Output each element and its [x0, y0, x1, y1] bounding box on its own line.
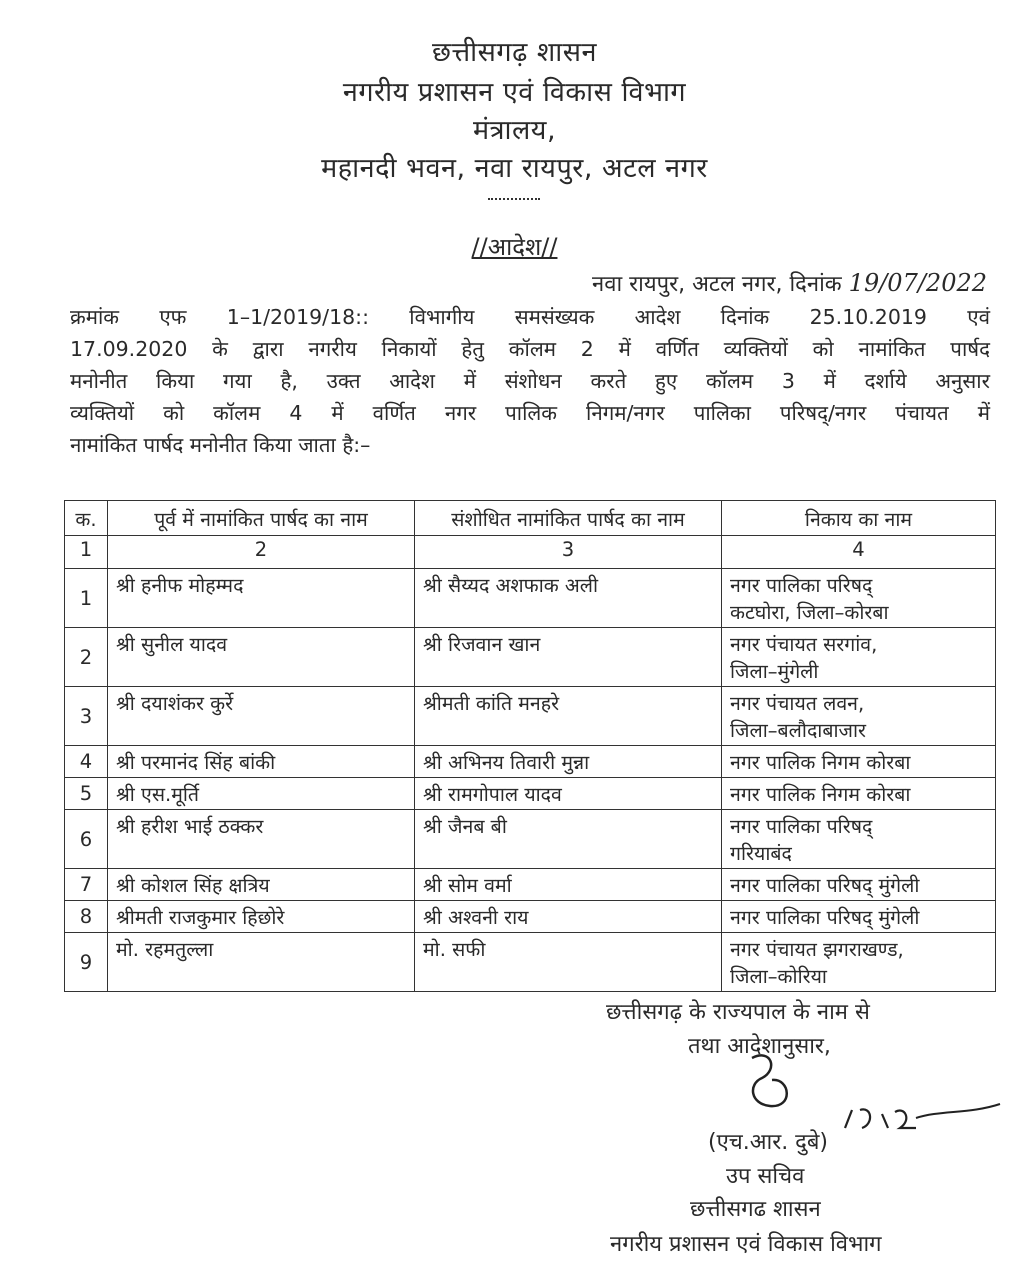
serial-cell-text: 2: [79, 645, 93, 669]
previous-councillor-cell: [108, 628, 415, 687]
table-row: [65, 569, 996, 628]
dateline: [592, 268, 987, 298]
previous-councillor-cell-text: श्री सुनील यादव: [116, 633, 228, 656]
previous-councillor-cell-text: श्री हरीश भाई ठक्कर: [116, 815, 264, 838]
serial-cell-text: 9: [79, 950, 93, 974]
signatory-org-1: छत्तीसगढ शासन: [690, 1197, 821, 1222]
previous-councillor-cell-text: श्री दयाशंकर कुर्रे: [116, 692, 234, 715]
serial-cell: [65, 628, 108, 687]
serial-cell: [65, 778, 108, 810]
previous-councillor-cell-text: श्री परमानंद सिंह बांकी: [116, 751, 276, 774]
previous-councillor-cell: [108, 933, 415, 992]
urban-body-cell-text: जिला–कोरिया: [730, 965, 827, 988]
revised-councillor-cell-text: मो. सफी: [423, 938, 486, 961]
previous-councillor-cell: [108, 569, 415, 628]
previous-councillor-cell-text: मो. रहमतुल्ला: [116, 938, 214, 961]
body-line-4: व्यक्तियों को कॉलम 4 में वर्णित नगर पालिक निगम/नगर पालिका परिषद्/नगर पंचायत में: [70, 401, 990, 425]
revised-councillor-cell-text: श्री जैनब बी: [423, 815, 507, 838]
serial-cell-text: 1: [79, 586, 93, 610]
urban-body-cell: [722, 933, 996, 992]
previous-councillor-cell: [108, 869, 415, 901]
order-title: //आदेश//: [471, 233, 558, 261]
col-header-body: निकाय का नाम: [722, 501, 996, 536]
table-index-row: [65, 536, 996, 569]
serial-cell-text: 6: [79, 827, 93, 851]
body-line-3: मनोनीत किया गया है, उक्त आदेश में संशोधन करते हुए कॉलम 3 में दर्शाये अनुसार: [70, 369, 990, 393]
urban-body-cell-text: नगर पालिक निगम कोरबा: [730, 751, 911, 774]
header-divider: [488, 198, 540, 200]
revised-councillor-cell-text: श्री रिजवान खान: [423, 633, 541, 656]
revised-councillor-cell: [415, 778, 722, 810]
previous-councillor-cell: [108, 901, 415, 933]
index-cell: 4: [722, 536, 996, 569]
serial-cell: [65, 569, 108, 628]
revised-councillor-cell: [415, 933, 722, 992]
table-body: [65, 569, 996, 992]
previous-councillor-cell-text: श्री कोशल सिंह क्षत्रिय: [116, 874, 270, 897]
serial-cell: [65, 869, 108, 901]
col-header-revised: संशोधित नामांकित पार्षद का नाम: [415, 501, 722, 536]
header-address: महानदी भवन, नवा रायपुर, अटल नगर: [321, 153, 708, 184]
body-line-2: 17.09.2020 के द्वारा नगरीय निकायों हेतु कॉलम 2 में वर्णित व्यक्तियों को नामांकित पार्षद: [70, 337, 990, 361]
previous-councillor-cell: [108, 746, 415, 778]
urban-body-cell-text: नगर पालिका परिषद्: [730, 815, 873, 838]
body-line-1: क्रमांक एफ 1–1/2019/18:: विभागीय समसंख्यक आदेश दिनांक 25.10.2019 एवं: [70, 305, 990, 329]
urban-body-cell-text: जिला–मुंगेली: [730, 660, 819, 683]
urban-body-cell-text: नगर पालिका परिषद् मुंगेली: [730, 874, 920, 897]
urban-body-cell: [722, 901, 996, 933]
index-cell: 1: [65, 536, 108, 569]
nomination-table: [64, 500, 996, 992]
table-row: [65, 933, 996, 992]
urban-body-cell-text: नगर पालिक निगम कोरबा: [730, 783, 911, 806]
previous-councillor-cell: [108, 687, 415, 746]
revised-councillor-cell: [415, 569, 722, 628]
signatory-name: (एच.आर. दुबे): [708, 1130, 829, 1155]
revised-councillor-cell: [415, 869, 722, 901]
table-row: [65, 901, 996, 933]
signatory-org-2: नगरीय प्रशासन एवं विकास विभाग: [610, 1232, 882, 1257]
revised-councillor-cell: [415, 901, 722, 933]
urban-body-cell-text: नगर पंचायत झगराखण्ड,: [730, 938, 904, 961]
signature-line-2: तथा आदेशानुसार,: [688, 1034, 831, 1059]
serial-cell-text: 3: [79, 704, 93, 728]
revised-councillor-cell: [415, 810, 722, 869]
urban-body-cell-text: नगर पालिका परिषद्: [730, 574, 873, 597]
table-row: [65, 628, 996, 687]
index-cell: 3: [415, 536, 722, 569]
urban-body-cell-text: जिला–बलौदाबाजार: [730, 719, 867, 742]
previous-councillor-cell: [108, 810, 415, 869]
serial-cell: [65, 687, 108, 746]
header-department: नगरीय प्रशासन एवं विकास विभाग: [342, 77, 687, 108]
revised-councillor-cell-text: श्री रामगोपाल यादव: [423, 783, 562, 806]
serial-cell-text: 8: [79, 905, 93, 928]
signature-line-1: छत्तीसगढ़ के राज्यपाल के नाम से: [606, 1000, 870, 1025]
table-row: [65, 687, 996, 746]
urban-body-cell: [722, 628, 996, 687]
signatory-designation: उप सचिव: [726, 1164, 805, 1189]
serial-cell: [65, 901, 108, 933]
previous-councillor-cell-text: श्रीमती राजकुमार हिछोरे: [116, 906, 285, 929]
table-row: [65, 746, 996, 778]
previous-councillor-cell-text: श्री एस.मूर्ति: [116, 783, 200, 806]
revised-councillor-cell: [415, 746, 722, 778]
table-row: [65, 869, 996, 901]
serial-cell-text: 4: [79, 750, 93, 773]
urban-body-cell-text: कटघोरा, जिला–कोरबा: [730, 601, 889, 624]
table-row: [65, 778, 996, 810]
header-government: छत्तीसगढ़ शासन: [432, 37, 597, 68]
index-cell: 2: [108, 536, 415, 569]
revised-councillor-cell-text: श्री सोम वर्मा: [423, 874, 512, 897]
revised-councillor-cell-text: श्री अश्वनी राय: [423, 906, 529, 929]
urban-body-cell: [722, 746, 996, 778]
urban-body-cell-text: गरियाबंद: [730, 842, 792, 865]
revised-councillor-cell: [415, 687, 722, 746]
urban-body-cell: [722, 810, 996, 869]
urban-body-cell-text: नगर पंचायत सरगांव,: [730, 633, 878, 656]
previous-councillor-cell: [108, 778, 415, 810]
table-row: [65, 810, 996, 869]
serial-cell-text: 5: [79, 782, 93, 805]
serial-cell-text: 7: [79, 873, 93, 896]
dateline-place: नवा रायपुर, अटल नगर, दिनांक: [592, 272, 842, 297]
revised-councillor-cell-text: श्रीमती कांति मनहरे: [423, 692, 560, 715]
header-ministry: मंत्रालय,: [472, 115, 557, 146]
urban-body-cell: [722, 687, 996, 746]
urban-body-cell: [722, 869, 996, 901]
serial-cell: [65, 746, 108, 778]
serial-cell: [65, 810, 108, 869]
revised-councillor-cell: [415, 628, 722, 687]
body-line-5: नामांकित पार्षद मनोनीत किया जाता है:–: [70, 433, 371, 457]
revised-councillor-cell-text: श्री सैय्यद अशफाक अली: [423, 574, 599, 597]
dateline-date: 19/07/2022: [848, 269, 987, 297]
urban-body-cell: [722, 778, 996, 810]
urban-body-cell-text: नगर पालिका परिषद् मुंगेली: [730, 906, 920, 929]
col-header-previous: पूर्व में नामांकित पार्षद का नाम: [108, 501, 415, 536]
urban-body-cell: [722, 569, 996, 628]
col-header-serial: क.: [65, 501, 108, 536]
table-header-row: [65, 501, 996, 536]
revised-councillor-cell-text: श्री अभिनय तिवारी मुन्ना: [423, 751, 590, 774]
previous-councillor-cell-text: श्री हनीफ मोहम्मद: [116, 574, 244, 597]
urban-body-cell-text: नगर पंचायत लवन,: [730, 692, 865, 715]
serial-cell: [65, 933, 108, 992]
